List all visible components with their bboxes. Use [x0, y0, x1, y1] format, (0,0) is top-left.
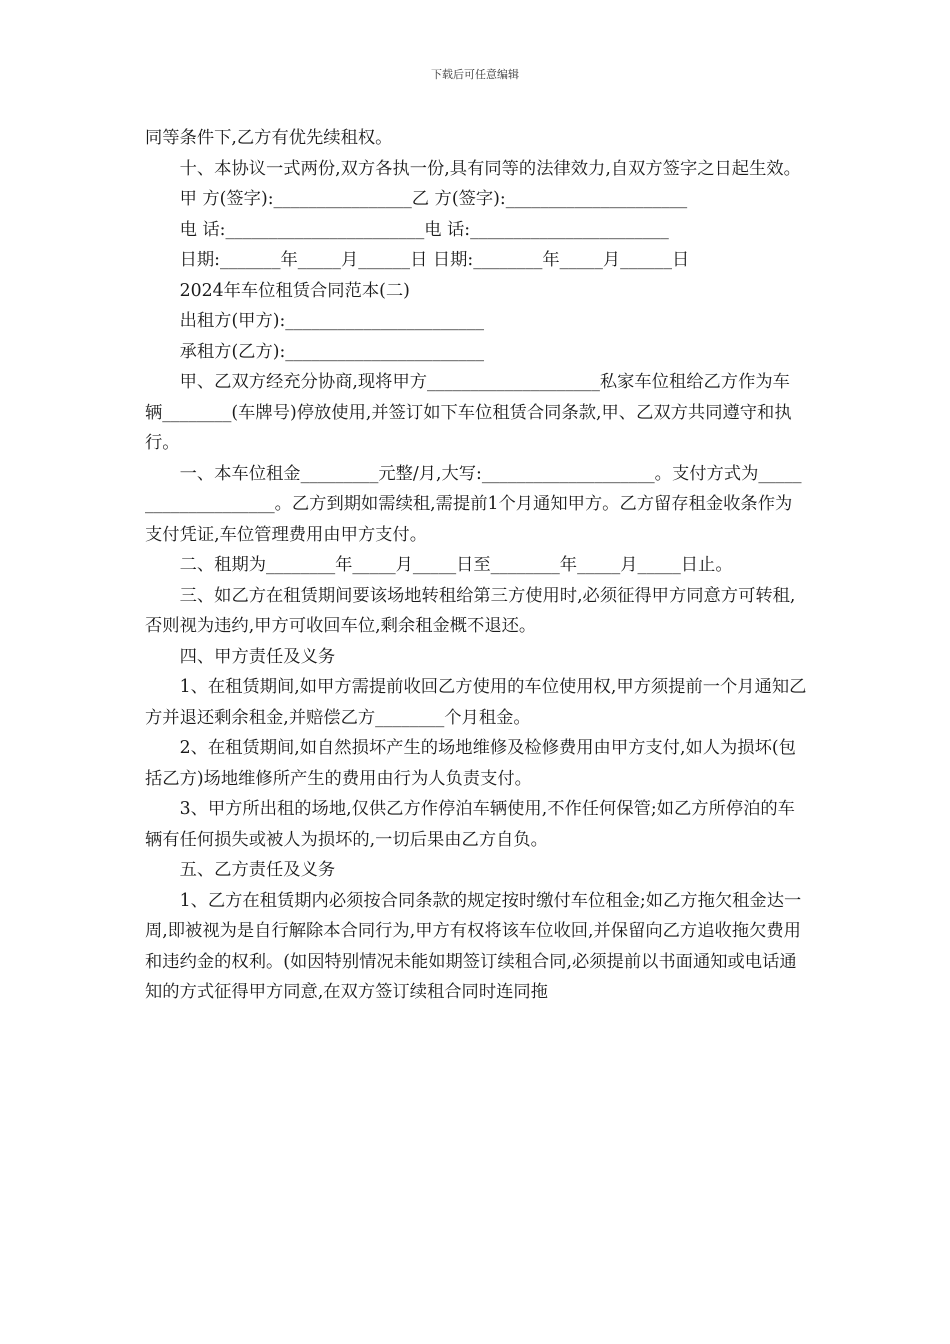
lessor-line: 出租方(甲方):_______________________ — [179, 311, 485, 331]
paragraph: 一、本车位租金_________元整/月,大写:____________________。支付方式为____________________。乙方到期如需续租,需提前1个月通知甲方。乙方留存租金收条作为支付凭证,车位管理费用由甲方支付。 — [145, 463, 802, 545]
paragraph: 3、甲方所出租的场地,仅供乙方作停泊车辆使用,不作任何保管;如乙方所停泊的车辆有任何损失或被人为损坏的,一切后果由乙方自负。 — [145, 799, 795, 850]
phone-line: 电 话:_______________________电 话:_______________________ — [179, 219, 669, 240]
paragraph: 1、在租赁期间,如甲方需提前收回乙方使用的车位使用权,甲方须提前一个月通知乙方并退还剩余租金,并赔偿乙方________个月租金。 — [145, 677, 807, 728]
paragraph: 十、本协议一式两份,双方各执一份,具有同等的法律效力,自双方签字之日起生效。 — [179, 158, 801, 179]
paragraph: 三、如乙方在租赁期间要该场地转租给第三方使用时,必须征得甲方同意方可转租,否则视为违约,甲方可收回车位,剩余租金概不退还。 — [145, 585, 796, 636]
lessee-line: 承租方(乙方):_______________________ — [179, 341, 485, 362]
page-header: 下载后可任意编辑 — [431, 68, 519, 81]
paragraph: 同等条件下,乙方有优先续租权。 — [145, 128, 393, 148]
paragraph: 二、租期为________年_____月_____日至________年_____月_____日止。 — [179, 555, 733, 575]
section-heading: 四、甲方责任及义务 — [179, 646, 336, 667]
section-title: 2024年车位租赁合同范本(二) — [179, 280, 410, 301]
paragraph: 2、在租赁期间,如自然损坏产生的场地维修及检修费用由甲方支付,如人为损坏(包括乙方)场地维修所产生的费用由行为人负责支付。 — [145, 738, 796, 789]
paragraph: 1、乙方在租赁期内必须按合同条款的规定按时缴付车位租金;如乙方拖欠租金达一周,即被视为是自行解除本合同行为,甲方有权将该车位收回,并保留向乙方追收拖欠费用和违约金的权利。(如因特别情况未能如期签订续租合同,必须提前以书面通知或电话通知的方式征得甲方同意,在双方签订续租合同时连同拖 — [145, 890, 802, 1002]
section-heading: 五、乙方责任及义务 — [179, 860, 336, 880]
signature-line: 甲 方(签字):________________乙 方(签字):_____________________ — [179, 189, 688, 209]
document-body — [145, 123, 807, 1008]
date-line: 日期:_______年_____月______日 日期:________年_____月______日 — [179, 250, 690, 270]
paragraph: 甲、乙双方经充分协商,现将甲方____________________私家车位租给乙方作为车辆________(车牌号)停放使用,并签订如下车位租赁合同条款,甲、乙双方共同遵守和执行。 — [145, 372, 792, 453]
